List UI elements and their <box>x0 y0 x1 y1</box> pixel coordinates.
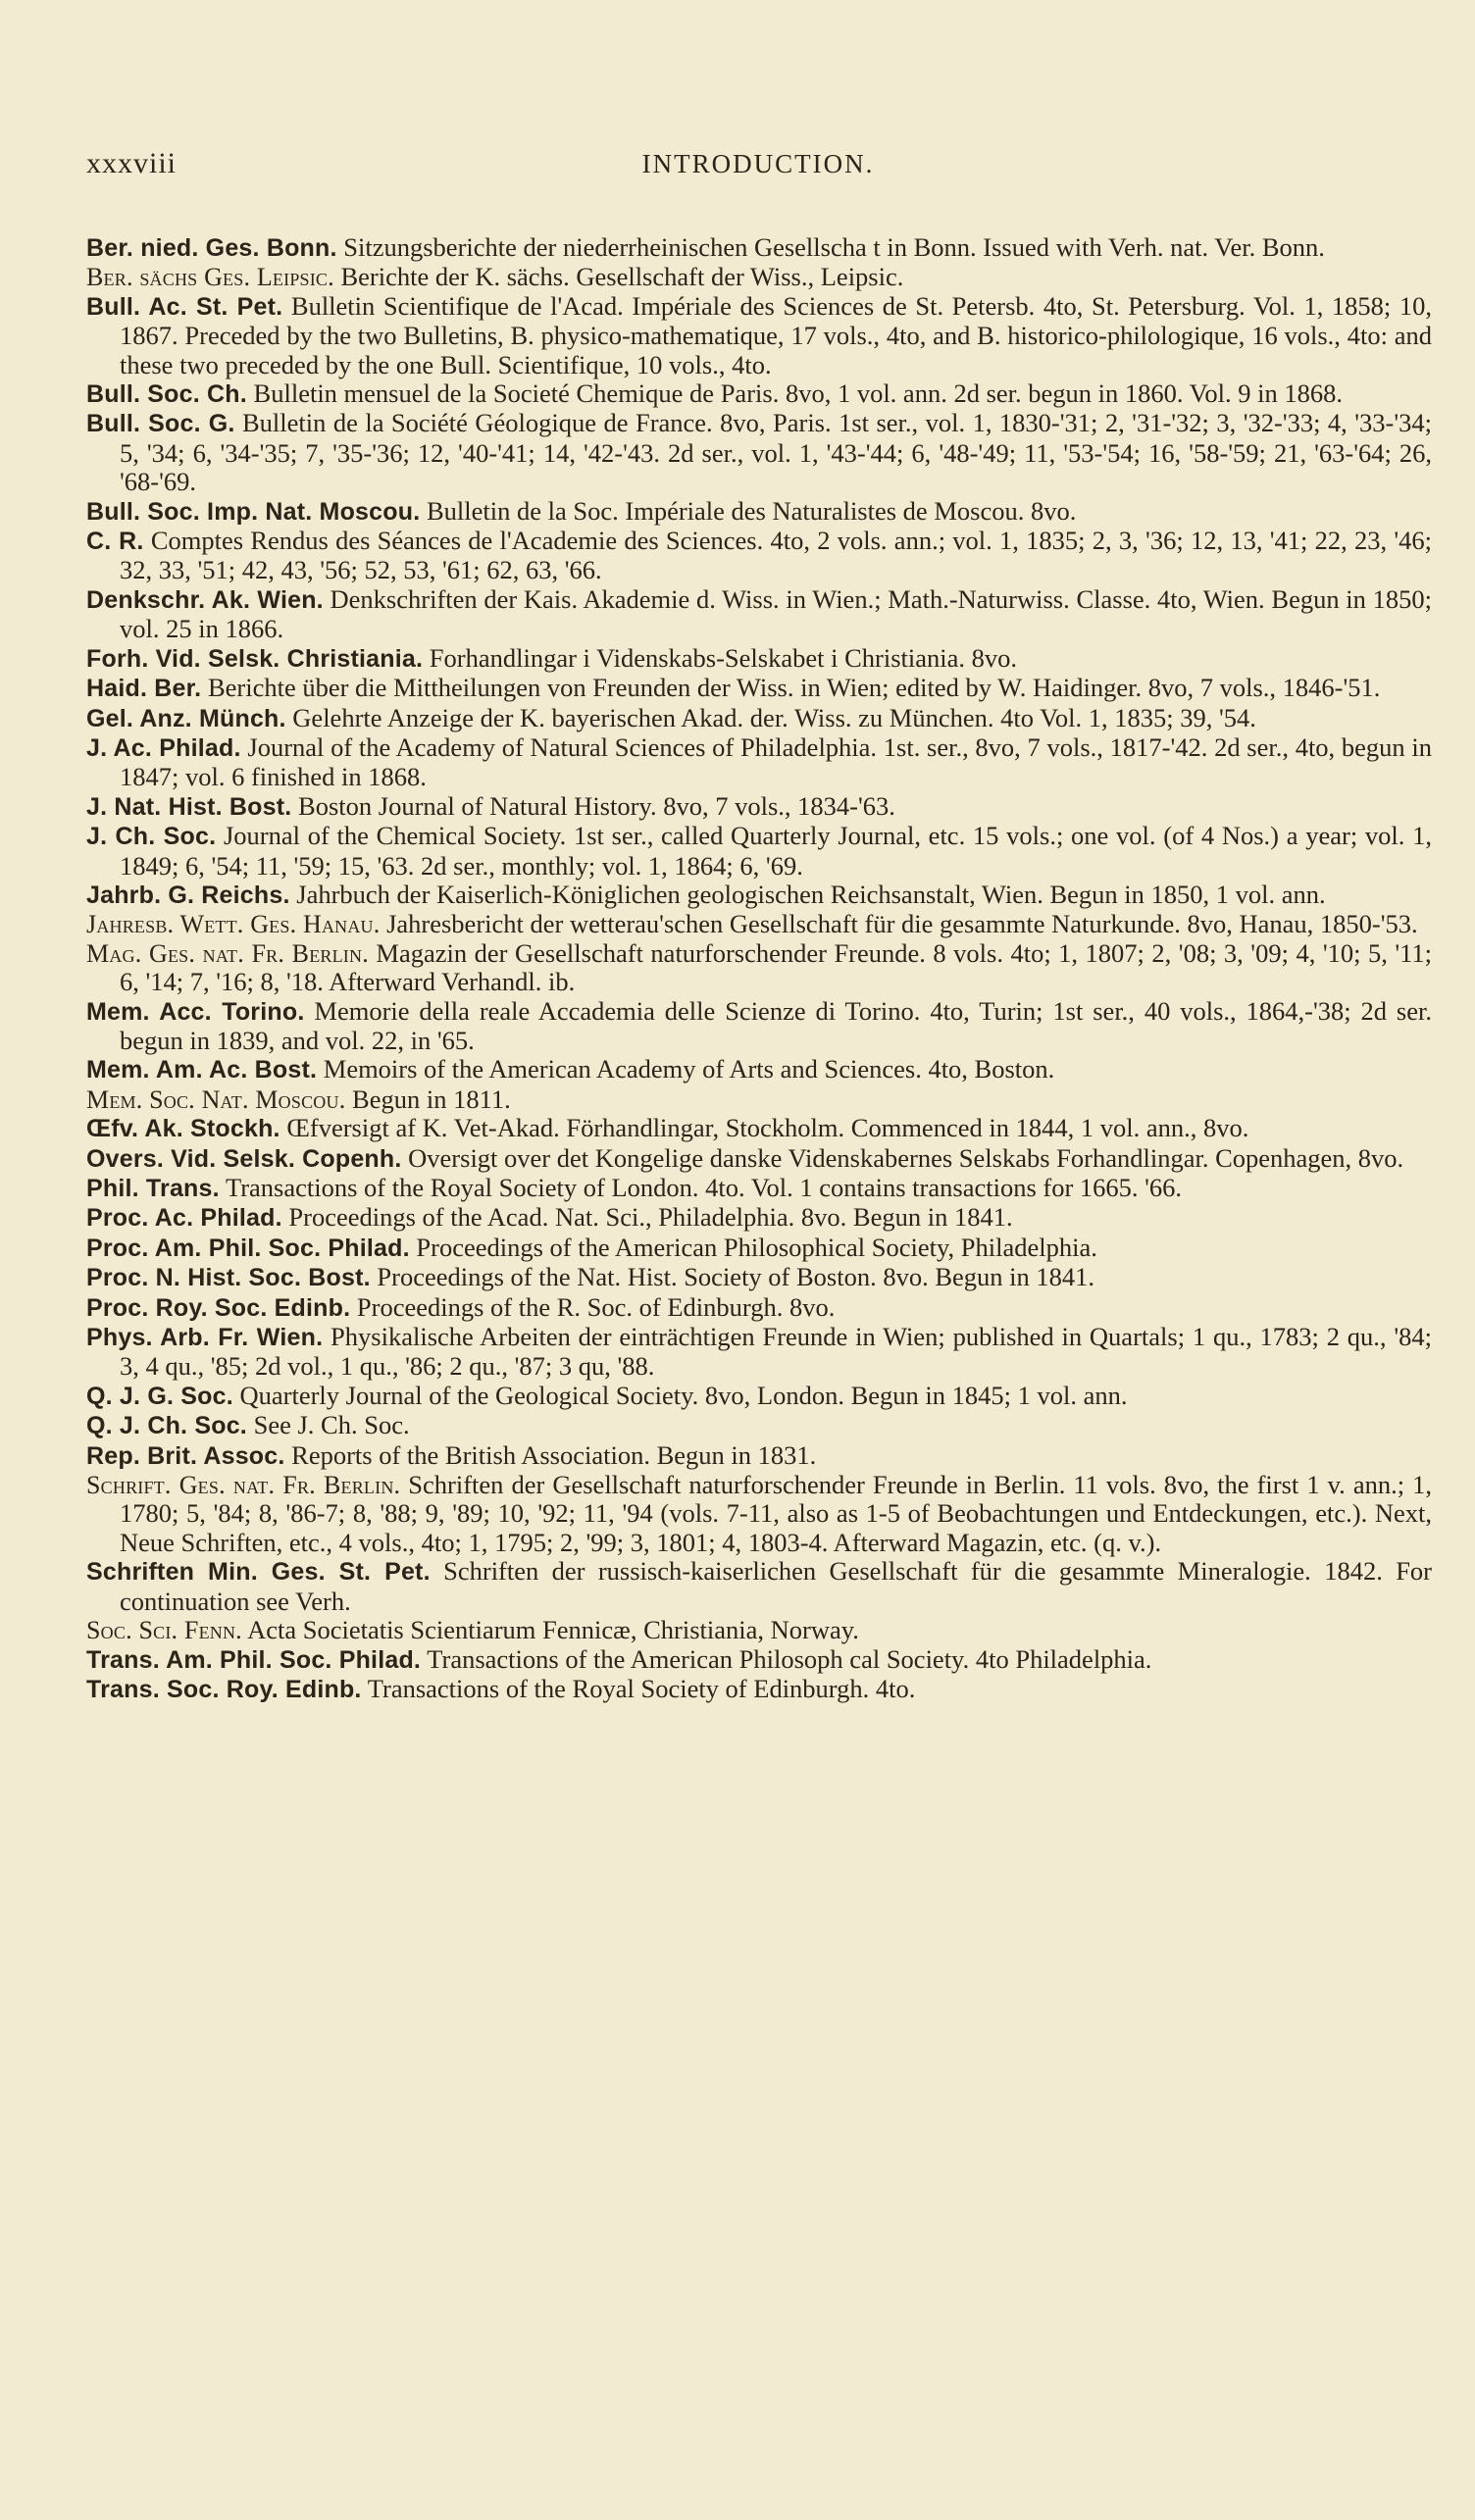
entry-abbreviation: Overs. Vid. Selsk. Copenh. <box>86 1144 402 1173</box>
list-item <box>86 733 1432 792</box>
entry-description: Reports of the British Association. Begun in 1831. <box>291 1439 817 1470</box>
entry-description: Transactions of the American Philosoph cal Society. 4to Philadelphia. <box>427 1643 1152 1674</box>
entry-description: Proceedings of the Nat. Hist. Society of Boston. 8vo. Begun in 1841. <box>377 1262 1095 1292</box>
list-item <box>86 644 1432 674</box>
entry-abbreviation: Mem. Acc. Torino. <box>86 997 305 1026</box>
list-item <box>86 704 1432 733</box>
entry-description: Forhandlingar i Videnskabs-Selskabet i Christiania. 8vo. <box>429 642 1018 673</box>
entry-description: Gelehrte Anzeige der K. bayerischen Akad. der. Wiss. zu München. 4to Vol. 1, 1835; 39, '54. <box>292 702 1256 732</box>
list-item <box>86 1616 1432 1644</box>
list-item <box>86 1411 1432 1440</box>
entry-description: Acta Societatis Scientiarum Fennicæ, Christiania, Norway. <box>247 1615 859 1645</box>
list-item <box>86 997 1432 1056</box>
entry-description: Proceedings of the Acad. Nat. Sci., Philadelphia. 8vo. Begun in 1841. <box>288 1202 1013 1233</box>
entry-abbreviation: Schriften Min. Ges. St. Pet. <box>86 1558 431 1587</box>
entry-description: Comptes Rendus des Séances de l'Academie des Sciences. 4to, 2 vols. ann.; vol. 1, 1835; 2, 3, '36; 12, 13, '41; 22, 23, '46; 32, 33, '51; 42, 43, '56; 52, 53, '61; 62, 63, '66. <box>120 526 1433 585</box>
entry-abbreviation: Trans. Am. Phil. Soc. Philad. <box>86 1645 422 1674</box>
list-item <box>86 527 1432 585</box>
list-item <box>86 1293 1432 1323</box>
entry-abbreviation: Haid. Ber. <box>86 675 202 703</box>
list-item <box>86 1144 1432 1174</box>
entry-abbreviation: Proc. Roy. Soc. Edinb. <box>86 1293 351 1322</box>
entry-description: Bulletin de la Soc. Impériale des Naturalistes de Moscou. 8vo. <box>426 495 1077 526</box>
list-item <box>86 409 1432 496</box>
entry-abbreviation: Jahrb. G. Reichs. <box>86 881 290 909</box>
list-item <box>86 1055 1432 1084</box>
entry-description: Transactions of the Royal Society of Edinburgh. 4to. <box>367 1673 916 1703</box>
list-item <box>86 1234 1432 1263</box>
entry-abbreviation: Bull. Soc. Ch. <box>86 380 247 409</box>
page-number: xxxviii <box>86 147 178 179</box>
entry-description: Memoirs of the American Academy of Arts and Sciences. 4to, Boston. <box>323 1054 1055 1084</box>
entry-abbreviation: J. Ac. Philad. <box>86 733 241 762</box>
list-item <box>86 1675 1432 1704</box>
entry-description: Jahresbericht der wetterau'schen Gesellschaft für die gesammte Naturkunde. 8vo, Hanau, 1850-'53. <box>386 909 1418 939</box>
entry-abbreviation: Mem. Am. Ac. Bost. <box>86 1056 318 1084</box>
list-item <box>86 1382 1432 1411</box>
entry-description: Jahrbuch der Kaiserlich-Königlichen geologischen Reichsanstalt, Wien. Begun in 1850, 1 vol. ann. <box>296 879 1326 909</box>
entry-abbreviation: Bull. Soc. Imp. Nat. Moscou. <box>86 497 421 526</box>
entry-abbreviation: Rep. Brit. Assoc. <box>86 1441 285 1470</box>
entry-description: Journal of the Chemical Society. 1st ser., called Quarterly Journal, etc. 15 vols.; one vol. (of 4 Nos.) a year; vol. 1, 1849; 6, '54; 11, '59; 15, '63. 2d ser., monthly; vol. 1, 1864; 6, '69. <box>120 821 1432 881</box>
entry-abbreviation: Phys. Arb. Fr. Wien. <box>86 1324 324 1352</box>
entry-abbreviation: Schrift. Ges. nat. Fr. Berlin. <box>86 1471 401 1500</box>
entry-description: See J. Ch. Soc. <box>253 1410 410 1440</box>
entry-description: Boston Journal of Natural History. 8vo, 7 vols., 1834-'63. <box>298 790 895 821</box>
entry-description: Quarterly Journal of the Geological Society. 8vo, London. Begun in 1845; 1 vol. ann. <box>239 1380 1128 1410</box>
abbreviations-list <box>86 233 1432 1704</box>
entry-abbreviation: Soc. Sci. Fenn. <box>86 1616 242 1645</box>
running-head: INTRODUCTION. <box>641 149 875 178</box>
list-item <box>86 497 1432 527</box>
list-item <box>86 1085 1432 1114</box>
entry-abbreviation: C. R. <box>86 528 144 556</box>
entry-description: Berichte über die Mittheilungen von Freunden der Wiss. in Wien; edited by W. Haidinger. 8vo, 7 vols., 1846-'51. <box>207 673 1381 703</box>
entry-description: Physikalische Arbeiten der einträchtigen Freunde in Wien; published in Quartals; 1 qu., 1783; 2 qu., '84; 3, 4 qu., '85; 2d vol., 1 qu., '86; 2 qu., '87; 3 qu, '88. <box>120 1322 1432 1382</box>
entry-abbreviation: Trans. Soc. Roy. Edinb. <box>86 1675 362 1703</box>
entry-abbreviation: Forh. Vid. Selsk. Christiania. <box>86 644 424 673</box>
entry-description: Oversigt over det Kongelige danske Videnskabernes Selskabs Forhandlingar. Copenhagen, 8vo. <box>408 1142 1404 1173</box>
entry-description: Proceedings of the R. Soc. of Edinburgh. 8vo. <box>356 1291 836 1322</box>
list-item <box>86 1441 1432 1471</box>
list-item <box>86 585 1432 644</box>
entry-description: Berichte der K. sächs. Gesellschaft der Wiss., Leipsic. <box>340 262 904 292</box>
list-item <box>86 379 1432 409</box>
entry-abbreviation: Bull. Soc. G. <box>86 410 235 438</box>
entry-description: Transactions of the Royal Society of London. 4to. Vol. 1 contains transactions for 1665. '66. <box>225 1173 1183 1202</box>
entry-description: Proceedings of the American Philosophical Society, Philadelphia. <box>416 1232 1097 1262</box>
list-item <box>86 881 1432 910</box>
list-item <box>86 910 1432 938</box>
entry-abbreviation: J. Ch. Soc. <box>86 823 217 851</box>
list-item <box>86 1557 1432 1616</box>
entry-description: Denkschriften der Kais. Akademie d. Wiss. in Wien.; Math.-Naturwiss. Classe. 4to, Wien. Begun in 1850; vol. 25 in 1866. <box>120 583 1432 644</box>
entry-abbreviation: Ber. nied. Ges. Bonn. <box>86 234 337 262</box>
list-item <box>86 792 1432 822</box>
entry-description: Œfversigt af K. Vet-Akad. Förhandlingar, Stockholm. Commenced in 1844, 1 vol. ann., 8vo. <box>286 1113 1249 1143</box>
entry-description: Memorie della reale Accademia delle Scienze di Torino. 4to, Turin; 1st ser., 40 vols., 1864,-'38; 2d ser. begun in 1839, and vol. 22, in '65. <box>120 995 1432 1055</box>
entry-abbreviation: J. Nat. Hist. Bost. <box>86 792 292 821</box>
entry-description: Schriften der russisch-kaiserlichen Gesellschaft für die gesammte Mineralogie. 1842. For continuation see Verh. <box>120 1556 1433 1616</box>
page-header <box>86 147 1430 182</box>
list-item <box>86 1114 1432 1143</box>
entry-abbreviation: Mag. Ges. nat. Fr. Berlin. <box>86 938 369 968</box>
entry-abbreviation: Ber. sächs Ges. Leipsic. <box>86 263 334 292</box>
entry-abbreviation: Phil. Trans. <box>86 1175 220 1202</box>
entry-abbreviation: Proc. Am. Phil. Soc. Philad. <box>86 1234 410 1262</box>
entry-description: Bulletin Scientifique de l'Acad. Impériale des Sciences de St. Petersb. 4to, St. Petersburg. Vol. 1, 1858; 10, 1867. Preceded by the two Bulletins, B. physico-mathematique, 17 vols., 4to, and B. historico-philologique, 16 vols., 4to: and these two preceded by the one Bull. Scientifique, 10 vols., 4to. <box>120 290 1432 379</box>
list-item <box>86 1471 1432 1557</box>
list-item <box>86 674 1432 703</box>
list-item <box>86 1174 1432 1203</box>
entry-description: Journal of the Academy of Natural Sciences of Philadelphia. 1st. ser., 8vo, 7 vols., 1817-'42. 2d ser., 4to, begun in 1847; vol. 6 finished in 1868. <box>120 731 1432 792</box>
entry-description: Bulletin mensuel de la Societé Chemique de Paris. 8vo, 1 vol. ann. 2d ser. begun in 1860. Vol. 9 in 1868. <box>253 378 1343 409</box>
entry-abbreviation: Bull. Ac. St. Pet. <box>86 292 283 321</box>
list-item <box>86 1203 1432 1233</box>
entry-abbreviation: Œfv. Ak. Stockh. <box>86 1115 280 1143</box>
list-item <box>86 1645 1432 1675</box>
list-item <box>86 1263 1432 1292</box>
entry-abbreviation: Q. J. Ch. Soc. <box>86 1412 247 1440</box>
entry-abbreviation: Mem. Soc. Nat. Moscou. <box>86 1084 346 1114</box>
list-item <box>86 292 1432 379</box>
list-item <box>86 263 1432 291</box>
entry-abbreviation: Gel. Anz. Münch. <box>86 704 286 732</box>
entry-abbreviation: Jahresb. Wett. Ges. Hanau. <box>86 910 381 939</box>
list-item <box>86 233 1432 263</box>
entry-description: Magazin der Gesellschaft naturforschender Freunde. 8 vols. 4to; 1, 1807; 2, '08; 3, '09; 4, '10; 5, '11; 6, '14; 7, '16; 8, '18. Afterward Verhandl. ib. <box>120 937 1432 997</box>
entry-abbreviation: Q. J. G. Soc. <box>86 1382 233 1410</box>
entry-abbreviation: Proc. Ac. Philad. <box>86 1204 282 1233</box>
entry-abbreviation: Denkschr. Ak. Wien. <box>86 585 324 614</box>
entry-description: Begun in 1811. <box>352 1084 511 1114</box>
list-item <box>86 1323 1432 1382</box>
list-item <box>86 939 1432 997</box>
entry-abbreviation: Proc. N. Hist. Soc. Bost. <box>86 1264 371 1292</box>
list-item <box>86 822 1432 881</box>
entry-description: Bulletin de la Société Géologique de France. 8vo, Paris. 1st ser., vol. 1, 1830-'31; 2, '31-'32; 3, '32-'33; 4, '33-'34; 5, '34; 6, '34-'35; 7, '35-'36; 12, '40-'41; 14, '42-'43. 2d ser., vol. 1, '43-'44; 6, '48-'49; 11, '53-'54; 16, '58-'59; 21, '63-'64; 26, '68-'69. <box>120 408 1433 497</box>
entry-description: Schriften der Gesellschaft naturforschender Freunde in Berlin. 11 vols. 8vo, the first 1 v. ann.; 1, 1780; 5, '84; 8, '86-7; 8, '88; 9, '89; 10, '92; 11, '94 (vols. 7-11, also as 1-5 of Beobachtungen und Entdeckungen, etc.). Next, Neue Schriften, etc., 4 vols., 4to; 1, 1795; 2, '99; 3, 1801; 4, 1803-4. Afterward Magazin, etc. (q. v.). <box>120 1470 1432 1557</box>
entry-description: Sitzungsberichte der niederrheinischen Gesellscha t in Bonn. Issued with Verh. nat. Ver. Bonn. <box>343 232 1325 262</box>
